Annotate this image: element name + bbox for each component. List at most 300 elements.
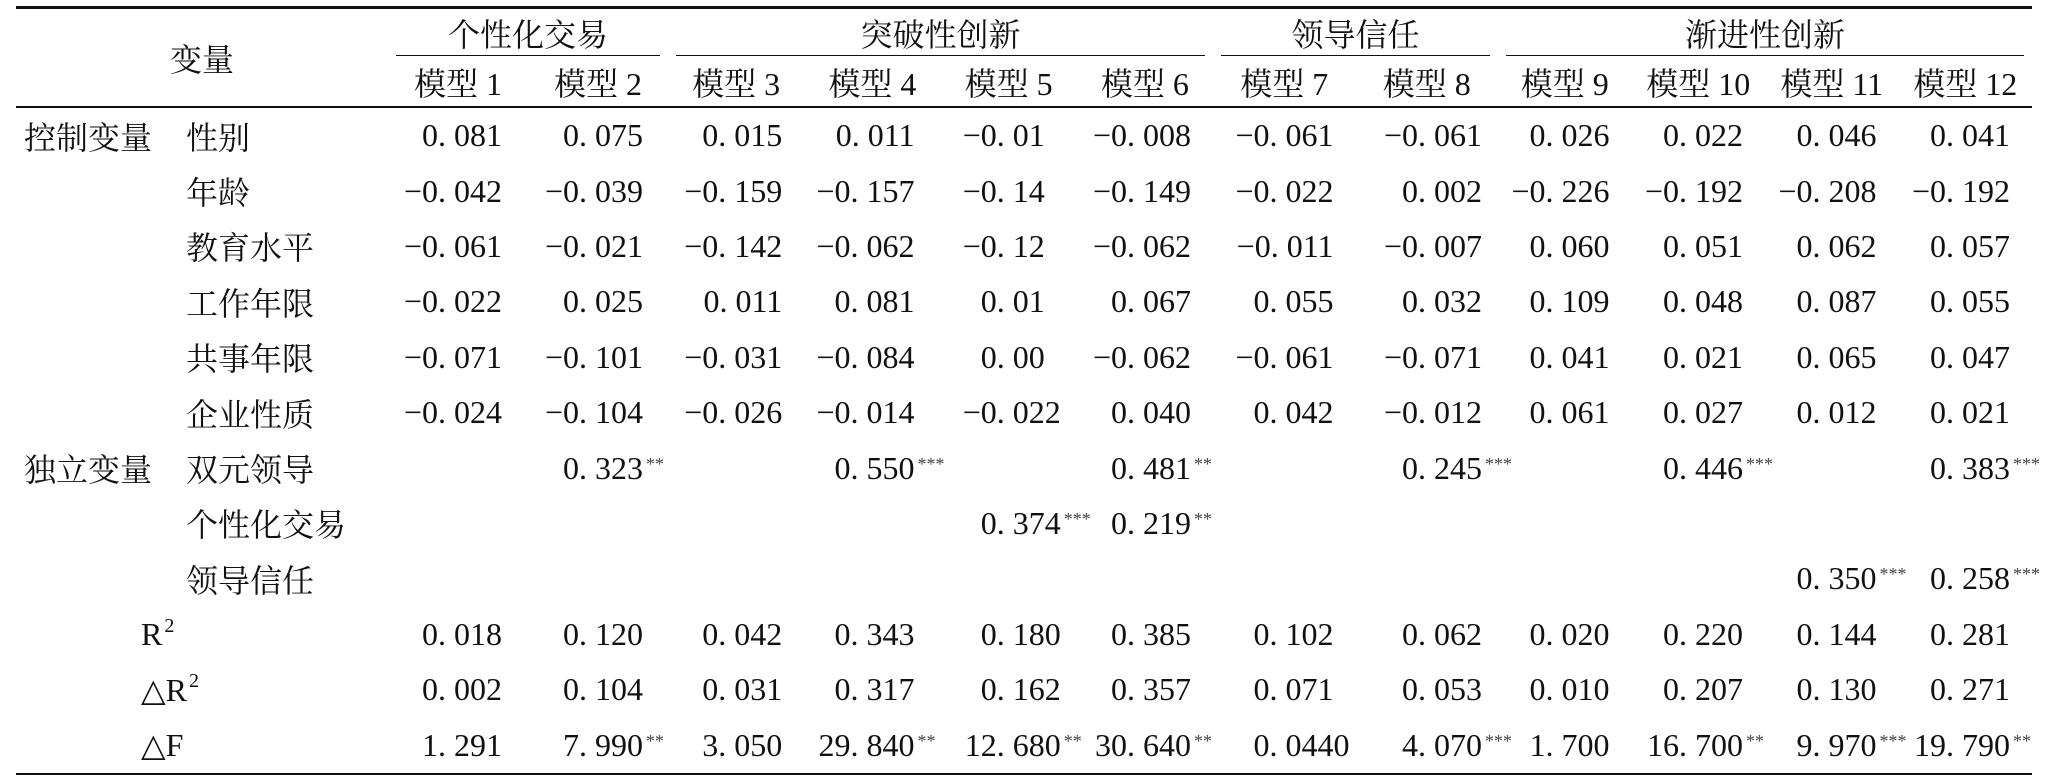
coefficient-value: 7. 990 — [563, 726, 643, 763]
coefficient-value: 0. 104 — [563, 671, 643, 708]
coefficient — [1663, 671, 1743, 708]
coefficient-cell — [941, 717, 1082, 772]
coefficient-cell — [1498, 219, 1632, 274]
category-label — [16, 551, 176, 606]
coefficient — [1402, 173, 1482, 210]
coefficient-cell — [1899, 108, 2033, 163]
significance-stars: *** — [1879, 564, 1907, 585]
coefficient-value: −0. 061 — [1383, 117, 1482, 154]
coefficient-cell — [941, 385, 1077, 440]
coefficient-value: 0. 220 — [1663, 615, 1743, 652]
coefficient-value: 0. 245 — [1402, 449, 1482, 486]
coefficient-cell — [1765, 440, 1899, 495]
coefficient — [1797, 228, 1877, 265]
coefficient-cell — [1632, 440, 1773, 495]
coefficient — [1093, 117, 1191, 154]
table-row — [16, 440, 2040, 495]
coefficient — [964, 726, 1082, 764]
coefficient-cell — [528, 496, 668, 551]
coefficient-cell — [388, 662, 528, 717]
coefficient-cell — [1077, 330, 1213, 385]
coefficient-cell — [1498, 607, 1632, 662]
coefficient — [1511, 173, 1609, 210]
coefficient-cell — [1899, 330, 2033, 385]
model-header-row — [16, 58, 2032, 106]
coefficient — [981, 671, 1061, 708]
coefficient-cell — [1765, 274, 1899, 329]
coefficient-value: 1. 700 — [1529, 726, 1610, 763]
coefficient-cell — [1899, 717, 2033, 772]
coefficient-value: 0. 120 — [563, 615, 643, 652]
coefficient-cell — [668, 717, 804, 772]
coefficient-value: −0. 159 — [684, 172, 783, 209]
statistic-name: △R — [141, 671, 187, 708]
coefficient-cell — [1765, 330, 1899, 385]
significance-stars: ** — [1063, 730, 1082, 751]
coefficient-value: 0. 020 — [1529, 615, 1610, 652]
coefficient-value: −0. 007 — [1383, 228, 1482, 265]
coefficient-value: 0. 032 — [1402, 283, 1482, 320]
coefficient-value: −0. 011 — [1236, 228, 1334, 265]
coefficient-cell — [1077, 219, 1213, 274]
coefficient-cell — [1077, 440, 1213, 495]
coefficient-value: 12. 680 — [964, 726, 1061, 763]
coefficient — [1111, 616, 1191, 653]
coefficient-cell — [1213, 385, 1356, 440]
coefficient — [1797, 394, 1877, 431]
coefficient — [702, 616, 782, 653]
group-header: 个性化交易 — [388, 10, 668, 56]
coefficient-cell — [668, 219, 804, 274]
coefficient — [702, 117, 782, 154]
category-label — [16, 330, 176, 385]
coefficient — [422, 117, 502, 154]
coefficient-value: −0. 021 — [544, 228, 643, 265]
coefficient — [1797, 616, 1877, 653]
coefficient-cell — [1356, 330, 1499, 385]
coefficient-cell — [388, 496, 528, 551]
coefficient-value: 0. 323 — [563, 449, 643, 486]
coefficient — [1254, 727, 1350, 764]
coefficient-cell — [1765, 662, 1899, 717]
coefficient-value: 0. 042 — [1253, 394, 1334, 431]
coefficient-value: 0. 057 — [1930, 228, 2010, 265]
coefficient-cell — [668, 385, 804, 440]
coefficient — [702, 671, 782, 708]
coefficient-cell — [388, 163, 528, 218]
coefficient — [1402, 616, 1482, 653]
coefficient-value: 0. 067 — [1111, 283, 1191, 320]
coefficient-cell — [388, 108, 528, 163]
coefficient — [816, 394, 914, 431]
coefficient-value: −0. 061 — [403, 228, 502, 265]
coefficient — [1530, 727, 1610, 764]
coefficient-cell — [1498, 330, 1632, 385]
coefficient — [1235, 173, 1333, 210]
coefficient-cell — [528, 385, 668, 440]
coefficient-value: −0. 192 — [1644, 172, 1743, 209]
coefficient-cell — [1498, 163, 1632, 218]
coefficient-cell — [1077, 607, 1213, 662]
coefficient-value: 0. 062 — [1402, 615, 1482, 652]
coefficient-cell — [1213, 662, 1356, 717]
coefficient — [1647, 726, 1764, 764]
coefficient — [1384, 394, 1482, 431]
coefficient — [703, 283, 782, 320]
coefficient-cell — [1077, 385, 1213, 440]
coefficient-value: 0. 027 — [1663, 394, 1743, 431]
coefficient-value: 0. 031 — [702, 671, 783, 708]
variable-label: 年龄 — [186, 175, 251, 212]
coefficient-value: 0. 002 — [1402, 172, 1482, 209]
coefficient — [835, 671, 915, 708]
significance-stars: ** — [1194, 730, 1212, 751]
statistic-superscript: 2 — [188, 670, 199, 693]
coefficient-value: −0. 061 — [1235, 338, 1334, 375]
coefficient-cell — [528, 219, 668, 274]
model-header: 模型 2 — [553, 66, 642, 102]
coefficient-cell — [1899, 219, 2033, 274]
coefficient-cell — [1077, 551, 1213, 606]
coefficient — [1093, 228, 1191, 265]
coefficient-value: −0. 014 — [816, 394, 915, 431]
coefficient-cell — [528, 274, 668, 329]
coefficient-cell — [1213, 330, 1356, 385]
coefficient — [836, 117, 915, 154]
coefficient-value: 1. 291 — [422, 726, 502, 763]
coefficient-value: 0. 075 — [563, 117, 643, 154]
coefficient-cell — [804, 274, 940, 329]
coefficient-value: −0. 012 — [1383, 394, 1482, 431]
model-header: 模型 7 — [1240, 66, 1329, 102]
coefficient-cell — [804, 330, 940, 385]
coefficient — [563, 449, 664, 487]
coefficient-value: 0. 040 — [1111, 394, 1191, 431]
coefficient-value: 0. 018 — [422, 615, 502, 652]
coefficient-cell — [804, 717, 940, 772]
coefficient-value: 0. 271 — [1930, 671, 2010, 708]
coefficient-cell — [1632, 717, 1766, 772]
variable-label: 工作年限 — [186, 285, 315, 322]
variable-label: 领导信任 — [186, 562, 315, 599]
coefficient-cell — [1077, 108, 1213, 163]
coefficient-cell — [1077, 274, 1213, 329]
coefficient-value: 0. 071 — [1253, 671, 1334, 708]
coefficient-cell — [1498, 551, 1632, 606]
coefficient — [1530, 283, 1610, 320]
table-row — [16, 108, 2032, 163]
coefficient-value: 0. 048 — [1663, 283, 1743, 320]
coefficient — [684, 228, 782, 265]
coefficient — [1797, 283, 1877, 320]
coefficient — [684, 394, 782, 431]
coefficient — [818, 726, 936, 764]
coefficient-cell — [1356, 108, 1499, 163]
significance-stars: *** — [1485, 453, 1512, 474]
coefficient-value: 0. 109 — [1529, 283, 1610, 320]
significance-stars: ** — [1194, 453, 1212, 474]
coefficient-value: 29. 840 — [818, 726, 915, 763]
coefficient-cell — [1899, 662, 2033, 717]
coefficient-value: 0. 051 — [1663, 228, 1743, 265]
coefficient-value: 4. 070 — [1402, 726, 1482, 763]
coefficient-value: −0. 062 — [1092, 228, 1191, 265]
table-row — [16, 496, 2032, 551]
coefficient — [963, 394, 1061, 431]
coefficient-value: −0. 062 — [1092, 338, 1191, 375]
coefficient-cell — [1498, 662, 1632, 717]
table-row — [16, 330, 2032, 385]
coefficient — [1663, 339, 1743, 376]
significance-stars: ** — [1194, 509, 1212, 530]
coefficient-cell — [804, 385, 940, 440]
coefficient-cell — [1356, 440, 1512, 495]
coefficient-value: 0. 025 — [563, 283, 643, 320]
coefficient-value: 0. 026 — [1529, 117, 1610, 154]
coefficient — [1645, 173, 1743, 210]
table-body — [16, 108, 2040, 773]
coefficient — [981, 616, 1061, 653]
coefficient — [545, 339, 643, 376]
coefficient-cell — [1632, 163, 1766, 218]
coefficient-cell — [804, 496, 940, 551]
coefficient-value: 0. 374 — [980, 505, 1061, 542]
coefficient-cell — [1077, 662, 1213, 717]
coefficient — [1111, 671, 1191, 708]
coefficient-cell — [1765, 551, 1907, 606]
coefficient-cell — [1498, 440, 1632, 495]
coefficient-cell — [388, 274, 528, 329]
coefficient-cell — [1356, 607, 1499, 662]
table-row — [16, 717, 2032, 772]
coefficient-value: −0. 084 — [816, 338, 915, 375]
coefficient-value: 0. 446 — [1663, 449, 1743, 486]
coefficient-cell — [1899, 607, 2033, 662]
variable-label: 教育水平 — [186, 230, 315, 267]
coefficient-cell — [668, 330, 804, 385]
coefficient — [835, 616, 915, 653]
coefficient — [1930, 616, 2010, 653]
coefficient — [1095, 726, 1212, 764]
table-row — [16, 662, 2032, 717]
coefficient-value: 0. 012 — [1796, 394, 1877, 431]
coefficient — [1796, 560, 1907, 597]
coefficient-value: 0. 317 — [834, 671, 915, 708]
coefficient-value: 0. 081 — [422, 117, 502, 154]
coefficient — [1384, 339, 1482, 376]
coefficient-value: 30. 640 — [1095, 726, 1191, 763]
variable-label: 共事年限 — [186, 341, 315, 378]
coefficient-value: 0. 055 — [1253, 283, 1334, 320]
coefficient — [1530, 228, 1610, 265]
statistic-name: △F — [141, 726, 184, 763]
coefficient — [1093, 339, 1191, 376]
coefficient — [963, 173, 1045, 210]
table-row — [16, 385, 2032, 440]
statistic-superscript: 2 — [164, 614, 175, 637]
significance-stars: *** — [1063, 509, 1091, 530]
coefficient-value: −0. 142 — [684, 228, 783, 265]
coefficient-cell — [941, 440, 1077, 495]
coefficient-value: −0. 157 — [816, 172, 915, 209]
coefficient — [422, 616, 502, 653]
coefficient — [1384, 228, 1482, 265]
coefficient-cell — [941, 551, 1077, 606]
model-header: 模型 6 — [1100, 66, 1189, 102]
coefficient-value: −0. 026 — [684, 394, 783, 431]
coefficient-cell — [1356, 551, 1499, 606]
coefficient-cell — [528, 717, 668, 772]
coefficient-cell — [1765, 219, 1899, 274]
model-header: 模型 8 — [1382, 66, 1471, 102]
coefficient — [834, 449, 945, 487]
coefficient-value: 0. 081 — [834, 283, 915, 320]
coefficient — [1663, 117, 1743, 154]
coefficient — [1111, 449, 1212, 487]
coefficient-cell — [1632, 385, 1766, 440]
coefficient-value: 0. 042 — [702, 615, 783, 652]
coefficient — [1930, 394, 2010, 431]
coefficient-cell — [1899, 163, 2033, 218]
coefficient — [1797, 117, 1877, 154]
table-row — [16, 219, 2032, 274]
category-label — [16, 385, 176, 440]
coefficient-value: 16. 700 — [1647, 726, 1743, 763]
coefficient — [1930, 283, 2010, 320]
coefficient-value: 0. 281 — [1930, 615, 2010, 652]
coefficient-value: 9. 970 — [1796, 726, 1877, 763]
coefficient-value: −0. 149 — [1092, 172, 1191, 209]
significance-stars: ** — [917, 730, 936, 751]
coefficient — [1914, 726, 2031, 764]
coefficient-cell — [941, 219, 1077, 274]
coefficient-value: 0. 010 — [1529, 671, 1610, 708]
coefficient — [1530, 117, 1610, 154]
coefficient-cell — [1765, 385, 1899, 440]
coefficient — [1254, 283, 1334, 320]
group-header-row — [16, 10, 2032, 56]
coefficient-value: 0. 011 — [835, 117, 915, 154]
coefficient-value: 0. 258 — [1930, 560, 2010, 597]
coefficient — [404, 339, 502, 376]
coefficient — [963, 228, 1045, 265]
coefficient-value: 0. 102 — [1253, 615, 1334, 652]
coefficient-cell — [1356, 717, 1512, 772]
coefficient-cell — [1632, 496, 1766, 551]
statistic-name: R — [141, 615, 163, 652]
coefficient-value: −0. 01 — [962, 117, 1045, 154]
coefficient-value: −0. 039 — [544, 172, 643, 209]
coefficient — [1384, 117, 1482, 154]
coefficient — [1254, 394, 1334, 431]
coefficient-cell — [528, 108, 668, 163]
coefficient-value: 0. 055 — [1930, 283, 2010, 320]
coefficient — [1797, 339, 1877, 376]
coefficient-cell — [1899, 440, 2040, 495]
coefficient-value: 0. 162 — [980, 671, 1061, 708]
coefficient — [1111, 505, 1212, 542]
variable-label: 性别 — [186, 119, 251, 156]
coefficient — [981, 339, 1045, 376]
coefficient-cell — [1213, 108, 1356, 163]
coefficient-cell — [1632, 108, 1766, 163]
coefficient-cell — [668, 274, 804, 329]
coefficient-cell — [804, 108, 940, 163]
model-header: 模型 4 — [828, 66, 917, 102]
coefficient — [1930, 339, 2010, 376]
coefficient-cell — [1077, 717, 1213, 772]
coefficient-value: 0. 041 — [1930, 117, 2010, 154]
coefficient-cell — [1498, 385, 1632, 440]
coefficient-value: −0. 042 — [403, 172, 502, 209]
coefficient — [563, 726, 664, 764]
coefficient-value: 0. 087 — [1796, 283, 1877, 320]
coefficient-value: 0. 002 — [422, 671, 502, 708]
coefficient-cell — [528, 163, 668, 218]
coefficient — [963, 117, 1045, 154]
coefficient-value: 0. 015 — [702, 117, 783, 154]
coefficient-value: 0. 207 — [1663, 671, 1743, 708]
coefficient-cell — [1899, 496, 2033, 551]
model-header: 模型 10 — [1646, 66, 1751, 102]
coefficient-cell — [388, 385, 528, 440]
category-label: 独立变量 — [24, 452, 153, 489]
category-label — [16, 219, 176, 274]
coefficient — [1663, 449, 1773, 487]
significance-stars: *** — [1746, 453, 1773, 474]
coefficient-cell — [1077, 496, 1213, 551]
coefficient-cell — [668, 440, 804, 495]
coefficient-cell — [1213, 496, 1356, 551]
coefficient-value: 0. 047 — [1930, 338, 2010, 375]
coefficient-cell — [528, 607, 668, 662]
coefficient-value: 0. 385 — [1111, 615, 1191, 652]
significance-stars: *** — [917, 453, 945, 474]
coefficient — [1254, 671, 1334, 708]
coefficient-value: −0. 062 — [816, 228, 915, 265]
coefficient — [1663, 616, 1743, 653]
category-label — [16, 163, 176, 218]
coefficient — [1235, 117, 1333, 154]
coefficient-value: 0. 021 — [1663, 338, 1743, 375]
coefficient-cell — [1498, 108, 1632, 163]
coefficient-cell — [528, 330, 668, 385]
coefficient — [981, 283, 1045, 320]
coefficient-value: 0. 180 — [980, 615, 1061, 652]
coefficient — [563, 283, 643, 320]
coefficient-value: 0. 144 — [1796, 615, 1877, 652]
coefficient-value: −0. 022 — [403, 283, 502, 320]
top-rule — [16, 6, 2032, 9]
coefficient-value: −0. 226 — [1511, 172, 1610, 209]
significance-stars: ** — [646, 453, 664, 474]
coefficient-cell — [941, 274, 1077, 329]
coefficient-cell — [668, 496, 804, 551]
coefficient-value: 0. 481 — [1111, 449, 1191, 486]
coefficient-cell — [1632, 551, 1766, 606]
coefficient-cell — [1632, 330, 1766, 385]
coefficient-value: −0. 12 — [962, 228, 1045, 265]
coefficient-cell — [668, 607, 804, 662]
coefficient — [1235, 339, 1333, 376]
coefficient-cell — [388, 717, 528, 772]
coefficient-cell — [1765, 607, 1899, 662]
category-label — [16, 274, 176, 329]
coefficient-cell — [1356, 662, 1499, 717]
coefficient-cell — [804, 607, 940, 662]
coefficient-cell — [941, 163, 1077, 218]
coefficient-value: −0. 071 — [403, 338, 502, 375]
